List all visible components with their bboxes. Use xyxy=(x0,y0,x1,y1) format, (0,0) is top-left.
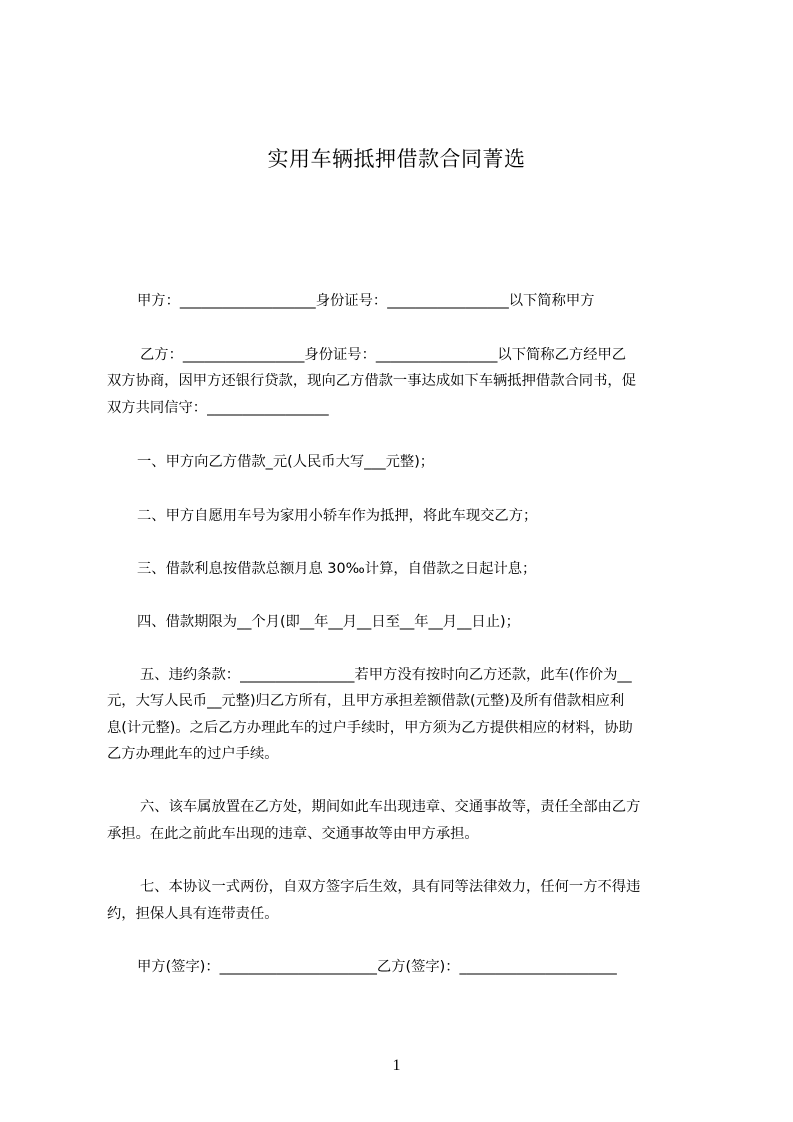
paragraph-line: 元，大写人民币__元整)归乙方所有，且甲方承担差额借款(元整)及所有借款相应利 xyxy=(107,693,625,709)
paragraph-line: 承担。在此之前此车出现的违章、交通事故等由甲方承担。 xyxy=(107,826,479,842)
clause-2: 二、甲方自愿用车号为家用小轿车作为抵押，将此车现交乙方； xyxy=(137,508,538,524)
page-number: 1 xyxy=(392,1057,401,1074)
clause-5: 五、违约条款：________________若甲方没有按时向乙方还款，此车(作价为__ xyxy=(140,667,632,683)
clause-4: 四、借款期限为__个月(即__年__月__日至__年__月__日止)； xyxy=(137,614,520,630)
paragraph-line: 双方共同信守：_________________ xyxy=(107,400,329,416)
party-b-line: 乙方：_________________身份证号：_________________以下简称乙方经甲乙 xyxy=(140,347,627,363)
party-a-line: 甲方：___________________身份证号：_________________以下简称甲方 xyxy=(137,293,595,309)
paragraph-line: 乙方办理此车的过户手续。 xyxy=(107,746,279,762)
paragraph-line: 双方协商，因甲方还银行贷款，现向乙方借款一事达成如下车辆抵押借款合同书，促 xyxy=(107,373,636,389)
clause-6: 六、该车属放置在乙方处，期间如此车出现违章、交通事故等，责任全部由乙方 xyxy=(140,799,641,815)
paragraph-line: 约，担保人具有连带责任。 xyxy=(107,906,279,922)
document-title: 实用车辆抵押借款合同菁选 xyxy=(267,147,526,171)
clause-7: 七、本协议一式两份，自双方签字后生效，具有同等法律效力，任何一方不得违 xyxy=(140,879,641,895)
clause-3: 三、借款利息按借款总额月息 30‰计算，自借款之日起计息； xyxy=(137,561,537,577)
paragraph-line: 息(计元整)。之后乙方办理此车的过户手续时，甲方须为乙方提供相应的材料，协助 xyxy=(107,720,633,736)
clause-1: 一、甲方向乙方借款_元(人民币大写___元整)； xyxy=(137,454,435,470)
signature-line: 甲方(签字)：______________________乙方(签字)：______________________ xyxy=(137,959,617,975)
